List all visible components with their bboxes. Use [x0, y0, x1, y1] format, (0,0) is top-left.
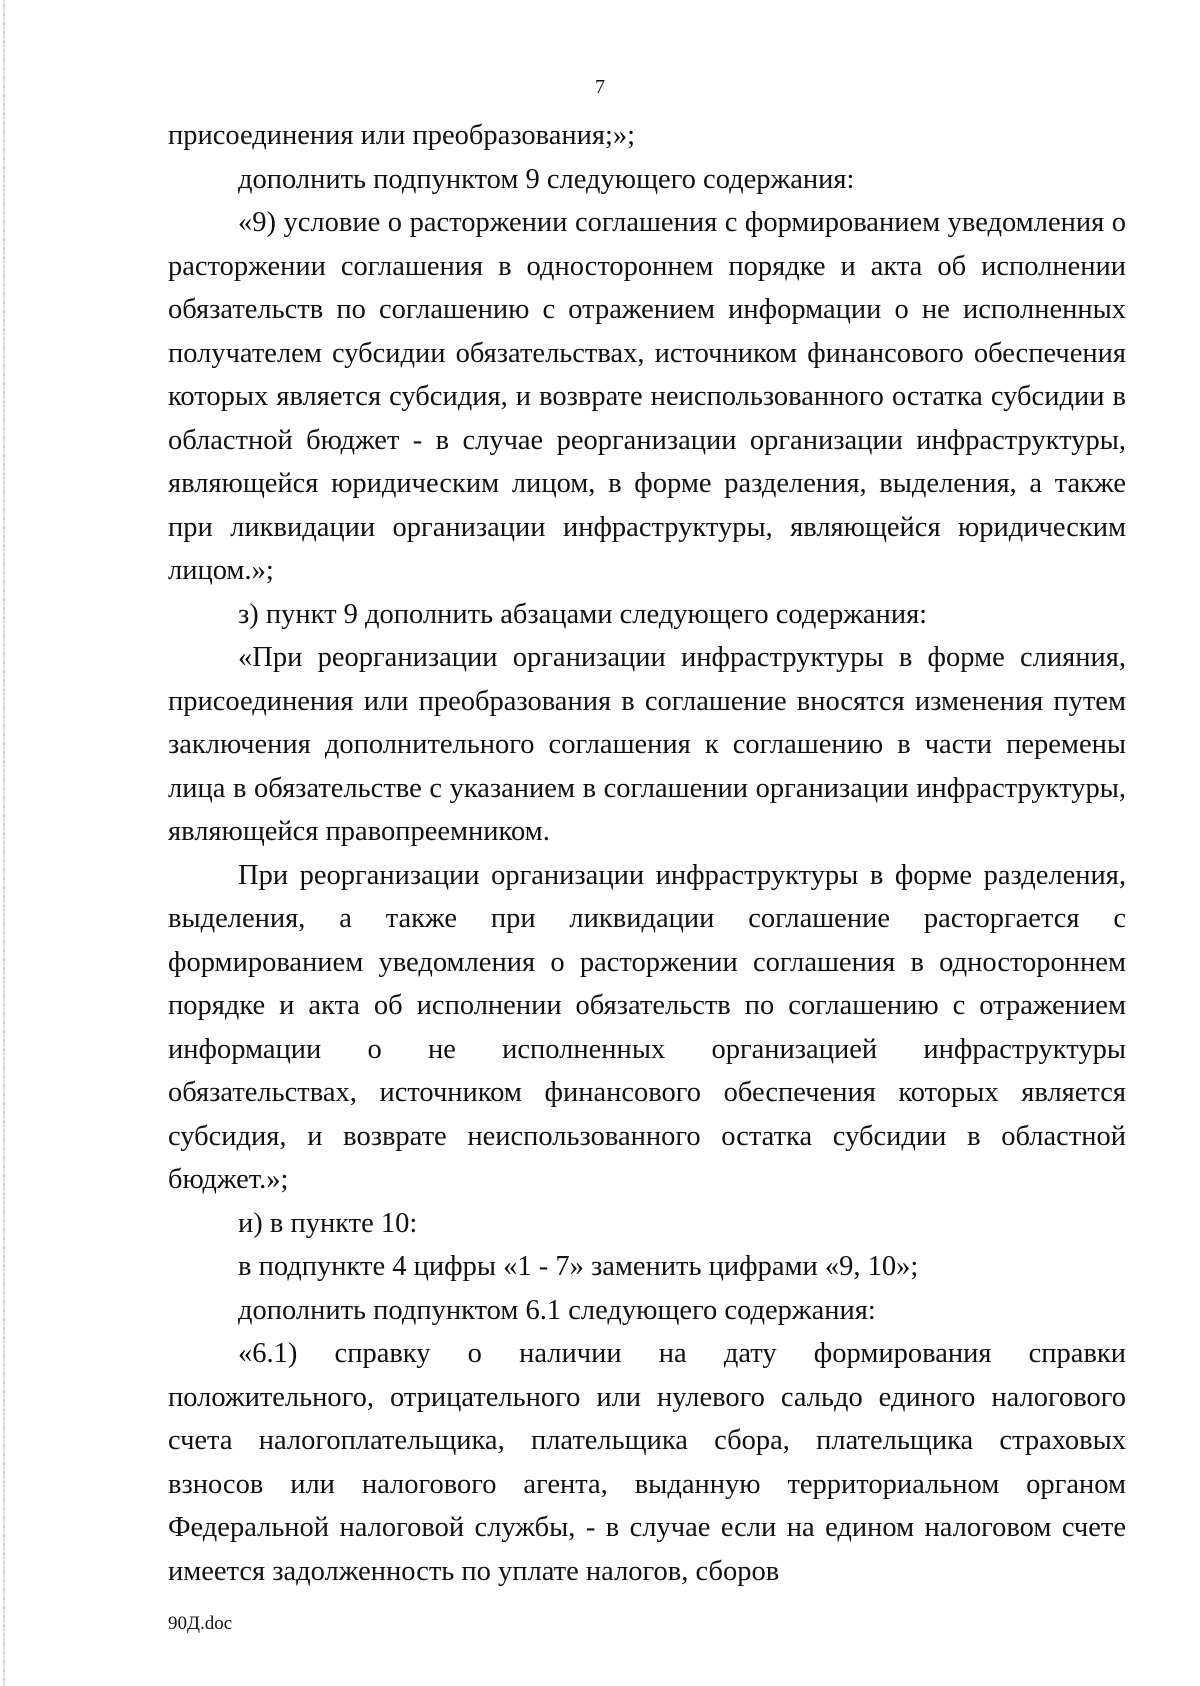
footer-filename: 90Д.doc — [168, 1613, 233, 1634]
paragraph-reorganization-merger: «При реорганизации организации инфраструктуры в форме слияния, присоединения или преобразования в соглашение вносятся изменения путем заключения дополнительного соглашения к соглашению в части перемены лица в обязательстве с указанием в соглашении организации инфраструктуры, являющейся правопреемником. — [168, 642, 1126, 847]
paragraph-subpoint-9-text: «9) условие о расторжении соглашения с формированием уведомления о расторжении соглашения в одностороннем порядке и акта об исполнении обязательств по соглашению с отражением информации о не исполненных получателем субсидии обязательствах, источником финансового обеспечения которых является субсидия, и возврате неиспользованного остатка субсидии в областной бюджет - в случае реорганизации организации инфраструктуры, являющейся юридическим лицом, в форме разделения, выделения, а также при ликвидации организации инфраструктуры, являющейся юридическим лицом.»; — [168, 207, 1126, 586]
paragraph-point-i: и) в пункте 10: — [238, 1207, 418, 1239]
scan-edge — [3, 0, 5, 1686]
paragraph-add-subpoint-9: дополнить подпунктом 9 следующего содержания: — [238, 163, 855, 195]
page-number: 7 — [595, 76, 605, 98]
paragraph-subpoint-4-change: в подпункте 4 цифры «1 - 7» заменить цифрами «9, 10»; — [238, 1251, 919, 1282]
paragraph-add-subpoint-6-1: дополнить подпунктом 6.1 следующего содержания: — [238, 1294, 876, 1326]
document-body — [168, 114, 1126, 1593]
paragraph-continuation: присоединения или преобразования;»; — [168, 120, 636, 151]
paragraph-point-z: з) пункт 9 дополнить абзацами следующего содержания: — [238, 598, 928, 630]
paragraph-reorganization-division: При реорганизации организации инфраструктуры в форме разделения, выделения, а также при ликвидации соглашение расторгается с формированием уведомления о расторжении соглашения в одностороннем порядке и акта об исполнении обязательств по соглашению с отражением информации о не исполненных организацией инфраструктуры обязательствах, источником финансового обеспечения которых является субсидия, и возврате неиспользованного остатка субсидии в областной бюджет.»; — [168, 859, 1126, 1195]
paragraph-subpoint-6-1-text: «6.1) справку о наличии на дату формирования справки положительного, отрицательного или нулевого сальдо единого налогового счета налогоплательщика, плательщика сбора, плательщика страховых взносов или налогового агента, выданную территориальном органом Федеральной налоговой службы, - в случае если на едином налоговом счете имеется задолженность по уплате налогов, сборов — [168, 1338, 1126, 1587]
